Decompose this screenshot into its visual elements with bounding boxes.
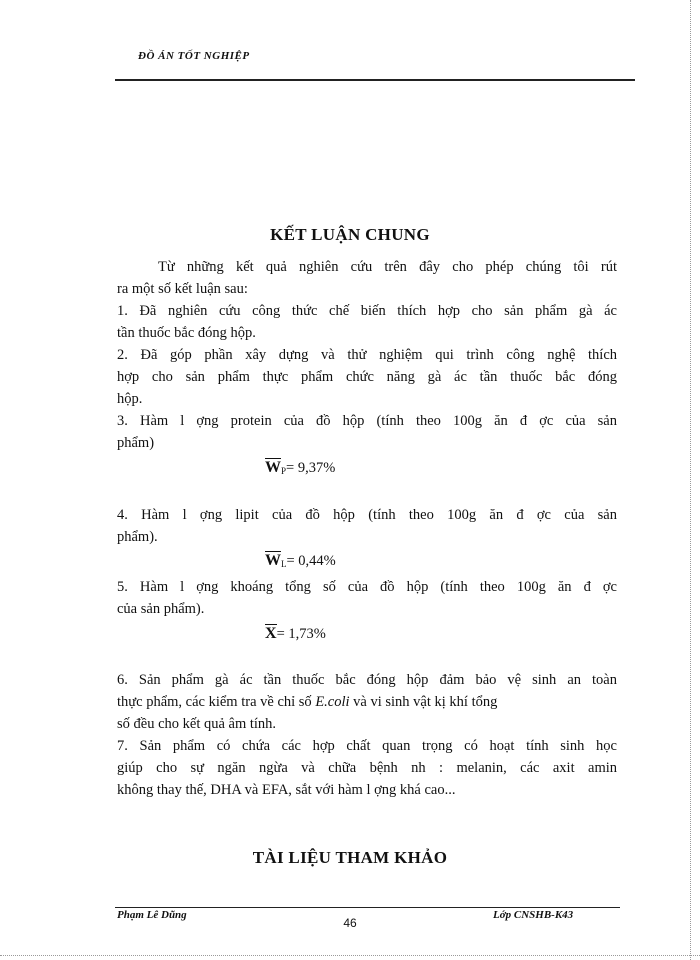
conclusion-item-2: hợp cho sản phẩm thực phẩm chức năng gà ác tần thuốc bắc đóng — [117, 369, 617, 385]
header-title: ĐỒ ÁN TỐT NGHIỆP — [138, 50, 250, 62]
footer-rule — [115, 907, 620, 908]
item-6-text: thực phẩm, các kiểm tra về chỉ số — [117, 694, 312, 710]
formula-value: = 9,37% — [286, 460, 336, 476]
footer-class: Lớp CNSHB-K43 — [493, 909, 574, 921]
formula-symbol: W — [265, 552, 281, 569]
header-rule — [115, 79, 635, 81]
protein-formula — [265, 458, 335, 477]
footer-author: Phạm Lê Dũng — [117, 909, 187, 921]
mineral-formula — [265, 624, 326, 643]
conclusion-item-5: của sản phẩm). — [117, 601, 205, 617]
conclusion-item-3: 3. Hàm l ợng protein của đồ hộp (tính theo 100g ăn đ ợc của sản — [117, 413, 617, 429]
formula-symbol: W — [265, 459, 281, 476]
formula-value: = 1,73% — [276, 626, 326, 642]
ecoli-term: E.coli — [315, 694, 350, 710]
formula-subscript: L — [281, 559, 287, 569]
conclusion-item-7: không thay thế, DHA và EFA, sắt với hàm l ợng khá cao... — [117, 782, 456, 798]
formula-subscript: P — [281, 466, 287, 476]
formula-value: = 0,44% — [286, 553, 336, 569]
intro-line: ra một số kết luận sau: — [117, 281, 248, 297]
page-right-border — [690, 0, 691, 960]
conclusion-item-5: 5. Hàm l ợng khoáng tổng số của đồ hộp (tính theo 100g ăn đ ợc — [117, 579, 617, 595]
intro-line: Từ những kết quả nghiên cứu trên đây cho phép chúng tôi rút — [158, 259, 617, 275]
conclusion-item-4: 4. Hàm l ợng lipit của đồ hộp (tính theo 100g ăn đ ợc của sản — [117, 507, 617, 523]
lipit-formula — [265, 551, 336, 570]
conclusion-item-1: tần thuốc bắc đóng hộp. — [117, 325, 256, 341]
item-6-text: và vi sinh vật kị khí tổng — [353, 694, 498, 710]
formula-symbol: X — [265, 625, 277, 642]
conclusion-item-7: 7. Sản phẩm có chứa các hợp chất quan trọng có hoạt tính sinh học — [117, 738, 617, 754]
page-number: 46 — [343, 916, 357, 930]
conclusion-item-2: hộp. — [117, 391, 143, 407]
references-heading: TÀI LIỆU THAM KHẢO — [252, 848, 448, 867]
conclusion-heading: KẾT LUẬN CHUNG — [270, 225, 430, 244]
conclusion-item-6: 6. Sản phẩm gà ác tần thuốc bắc đóng hộp đảm bảo vệ sinh an toàn — [117, 672, 617, 688]
conclusion-item-4: phẩm). — [117, 529, 158, 545]
conclusion-item-3: phẩm) — [117, 435, 155, 451]
conclusion-item-2: 2. Đã góp phần xây dựng và thử nghiệm qui trình công nghệ thích — [117, 347, 617, 363]
conclusion-item-7: giúp cho sự ngăn ngừa và chữa bệnh nh : melanin, các axit amin — [117, 760, 617, 776]
conclusion-item-1: 1. Đã nghiên cứu công thức chế biến thích hợp cho sản phẩm gà ác — [117, 303, 617, 319]
conclusion-item-6: số đều cho kết quả âm tính. — [117, 716, 277, 732]
conclusion-item-6 — [117, 691, 617, 713]
page-bottom-border — [0, 955, 700, 956]
